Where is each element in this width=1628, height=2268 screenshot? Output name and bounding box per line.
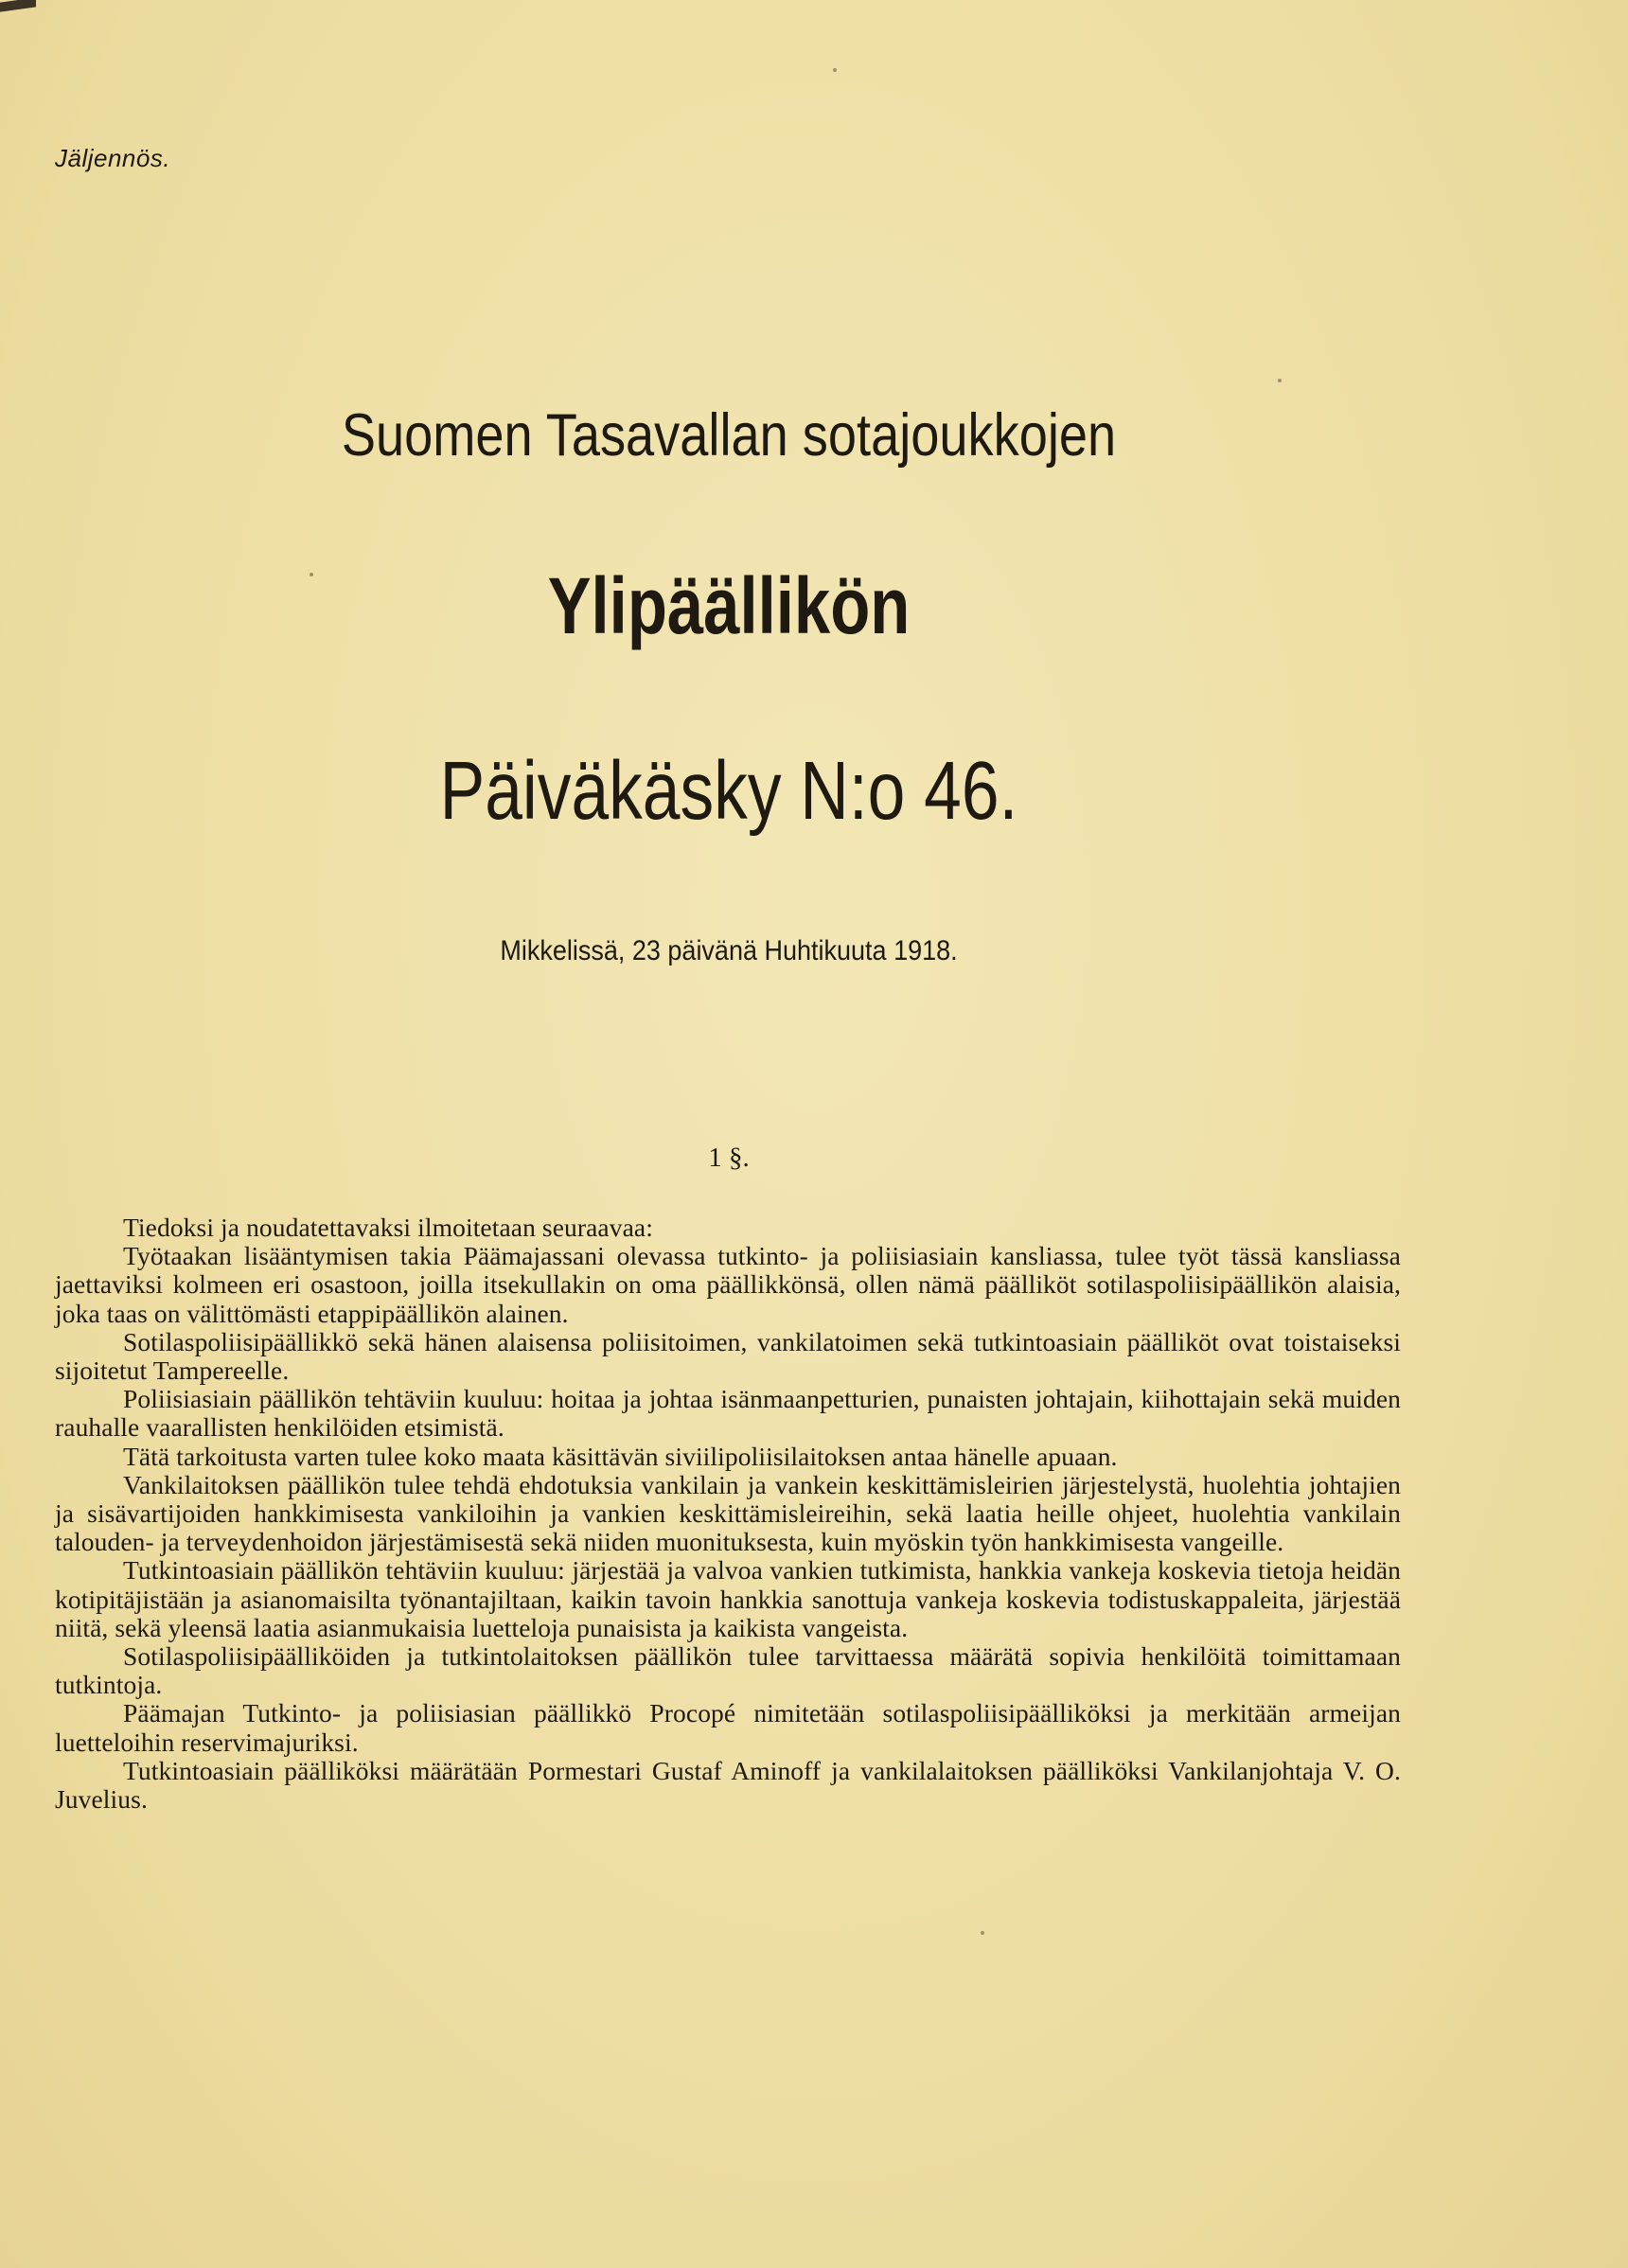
section-mark: 1 §. <box>708 1143 750 1173</box>
paragraph: Sotilaspoliisipäällikkö sekä hänen alaisensa poliisitoimen, vankilatoimen sekä tutkintoasiain päälliköt ovat toistaiseksi sijoitetut Tampereelle. <box>55 1326 1401 1386</box>
order-body <box>55 1214 1401 1814</box>
title-line-3: Päiväkäsky N:o 46. <box>439 745 1018 837</box>
page-edge-mark <box>0 0 36 12</box>
paragraph: Työtaakan lisääntymisen takia Päämajassani olevassa tutkinto- ja poliisiasiain kansliassa, tulee työt tässä kansliassa jaettaviksi kolmeen eri osastoon, joilla itsekullakin on oma päällikkönsä, ollen nämä päälliköt sotilaspoliisipäällikön alaisia, joka taas on välittömästi etappipäällikön alainen. <box>55 1241 1401 1328</box>
copy-notice: Jäljennös. <box>55 144 171 172</box>
paragraph: Tiedoksi ja noudatettavaksi ilmoitetaan seuraavaa: <box>123 1213 653 1242</box>
paragraph: Päämajan Tutkinto- ja poliisiasian päällikkö Procopé nimitetään sotilaspoliisipäälliköksi ja merkitään armeijan luetteloihin reservimajuriksi. <box>55 1698 1401 1757</box>
title-line-1: Suomen Tasavallan sotajoukkojen <box>341 402 1117 469</box>
paragraph: Tätä tarkoitusta varten tulee koko maata käsittävän siviilipoliisilaitoksen antaa hänelle apuaan. <box>123 1441 1118 1471</box>
paragraph: Poliisiasiain päällikön tehtäviin kuuluu: hoitaa ja johtaa isänmaanpetturien, punaisten johtajain, kiihottajain sekä muiden rauhalle vaarallisten henkilöiden etsimistä. <box>55 1384 1401 1443</box>
paragraph: Tutkintoasiain päällikön tehtäviin kuuluu: järjestää ja valvoa vankien tutkimista, hankkia vankeja koskevia tietoja heidän kotipitäjistään ja asianomaisilta työnantajiltaan, kaikin tavoin hankkia sanottuja vankeja koskevia todistuskappaleita, järjestää niitä, sekä yleensä laatia asianmukaisia luetteloja punaisista ja kaikista vangeista. <box>55 1555 1401 1642</box>
paragraph: Sotilaspoliisipäälliköiden ja tutkintolaitoksen päällikön tulee tarvittaessa määrätä sopivia henkilöitä toimittamaan tutkintoja. <box>55 1641 1401 1700</box>
paper-speck <box>310 573 313 576</box>
paper-speck <box>833 68 837 72</box>
paragraph: Tutkintoasiain päälliköksi määrätään Pormestari Gustaf Aminoff ja vankilalaitoksen päälliköksi Vankilanjohtaja V. O. Juvelius. <box>55 1755 1401 1815</box>
place-date: Mikkelissä, 23 päivänä Huhtikuuta 1918. <box>500 935 958 966</box>
paper-speck <box>981 1931 984 1935</box>
paragraph: Vankilaitoksen päällikön tulee tehdä ehdotuksia vankilain ja vankein keskittämisleirien järjestelystä, huolehtia johtajien ja sisävartijoiden hankkimisesta vankiloihin ja vankien keskittämisleireihin, sekä laatia heille ohjeet, huolehtia vankilain talouden- ja terveydenhoidon järjestämisestä sekä niiden muonituksesta, kuin myöskin työn hankkimisesta vangeille. <box>55 1469 1401 1557</box>
paper-speck <box>1278 379 1282 382</box>
title-line-2: Ylipäällikön <box>547 561 911 650</box>
